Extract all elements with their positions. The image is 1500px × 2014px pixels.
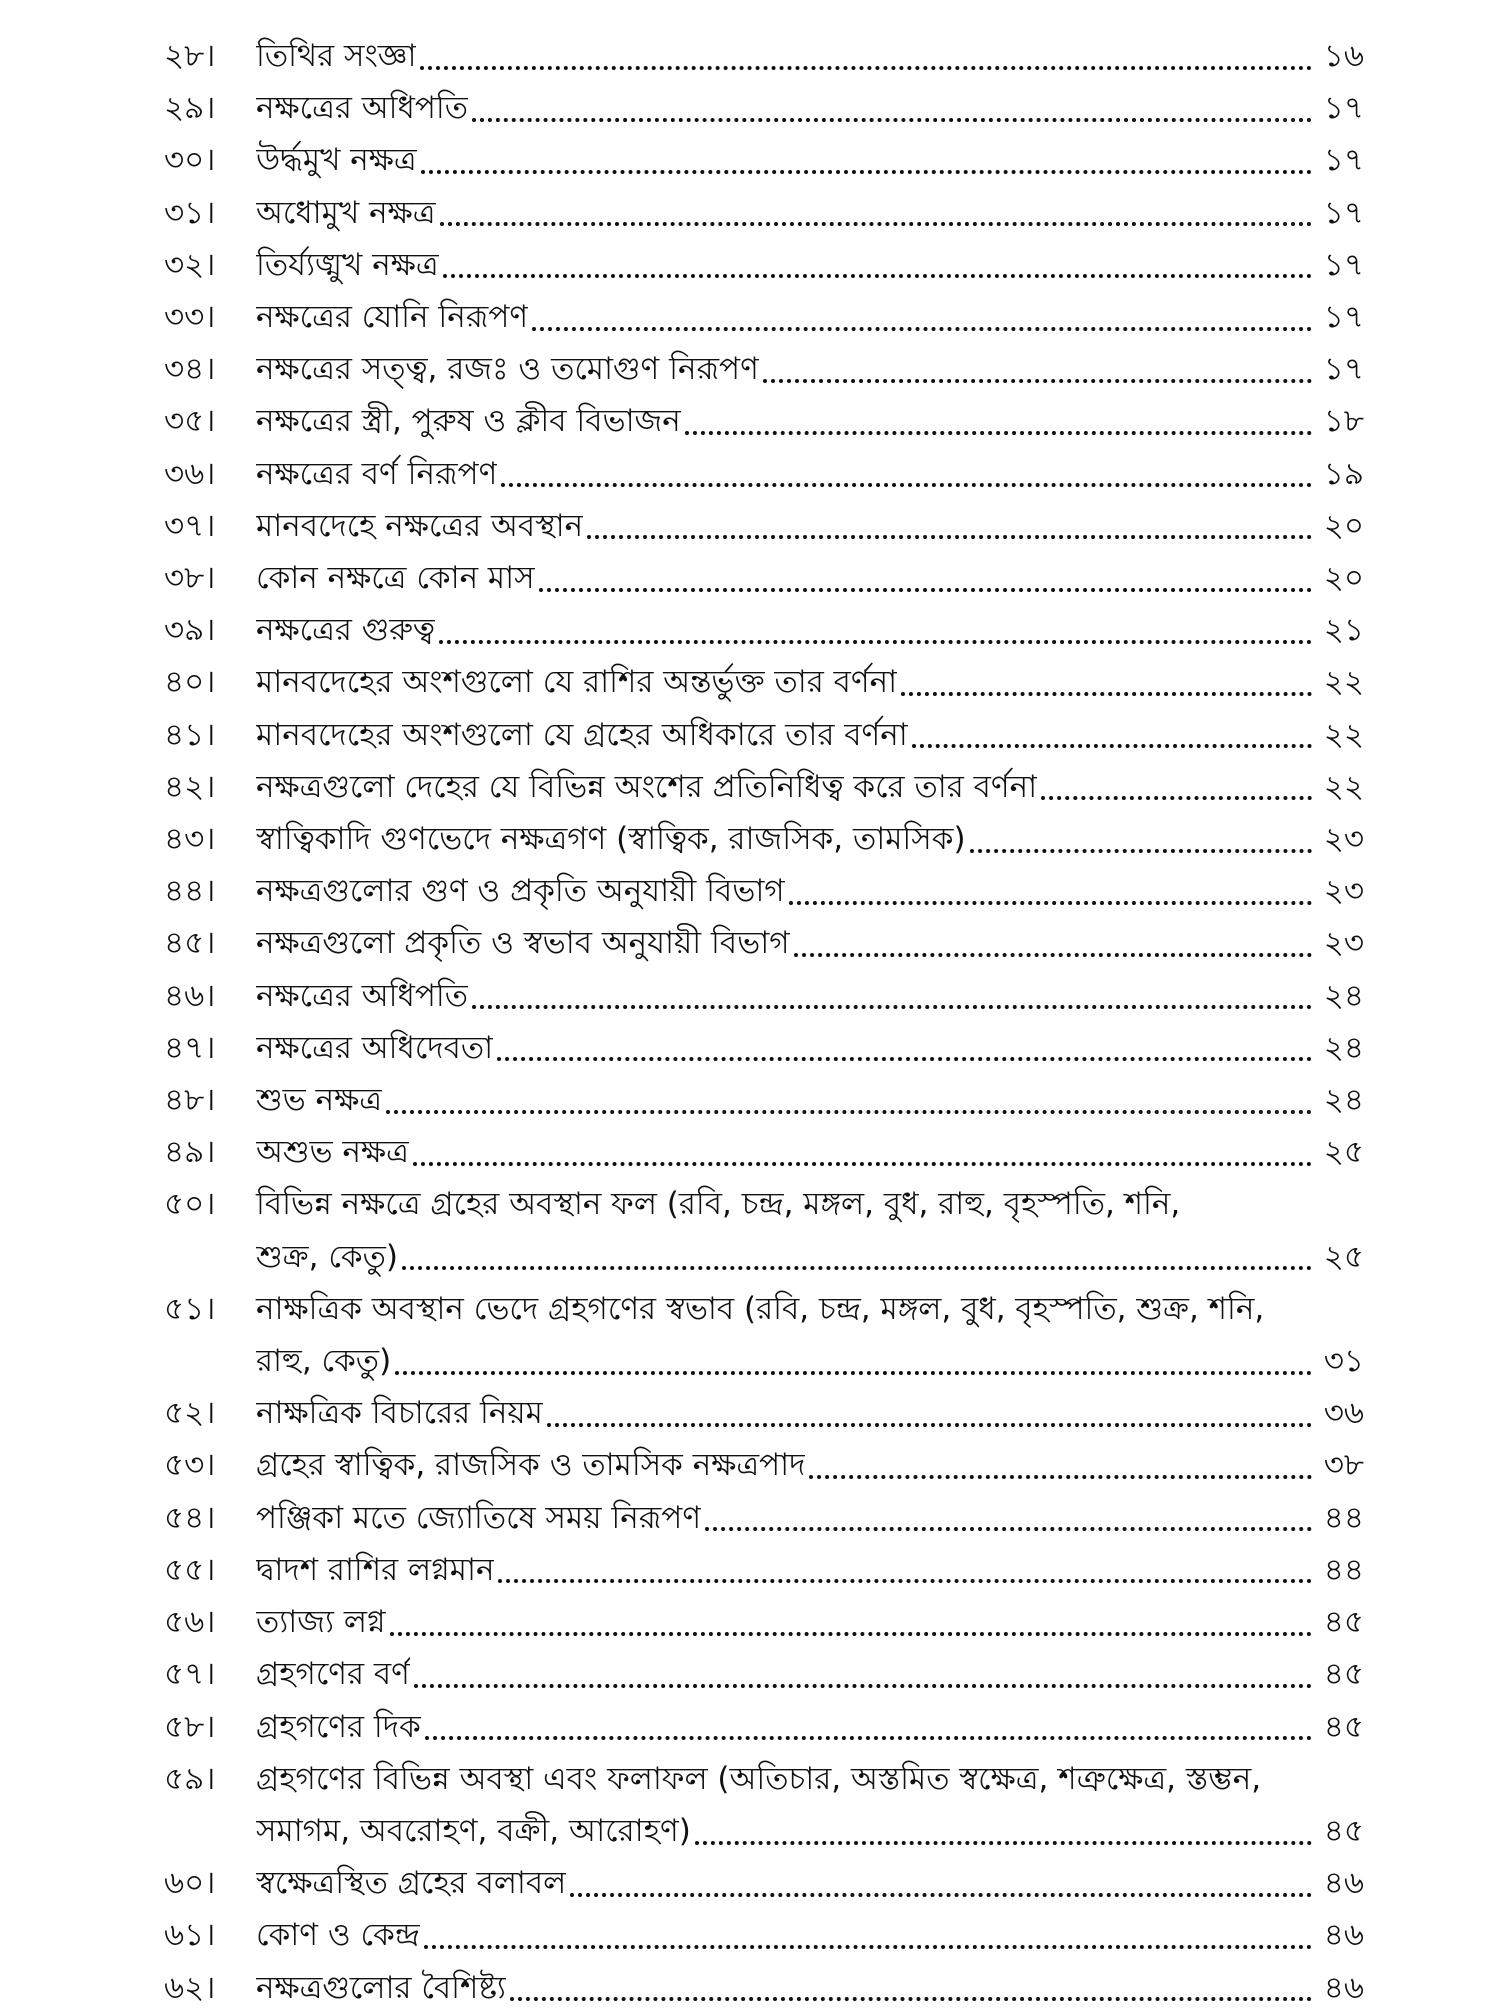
toc-entry-body — [256, 239, 1364, 291]
dot-leader — [414, 1683, 1312, 1688]
toc-entry-number: ৫০। — [164, 1186, 216, 1223]
toc-entry-number: ৩৪। — [164, 351, 216, 388]
toc-entry-body — [256, 1387, 1364, 1439]
toc-entry-body — [256, 1962, 1364, 2014]
toc-entry-title: গ্রহগণের বিভিন্ন অবস্থা এবং ফলাফল (অতিচার, অস্তমিত স্বক্ষেত্র, শত্রুক্ষেত্র, স্তম্ভন, — [256, 1760, 1262, 1797]
toc-entry — [164, 395, 1364, 447]
toc-entry-number: ৩৭। — [164, 507, 216, 544]
toc-entry-number: ৫৭। — [164, 1656, 216, 1693]
toc-entry-title: কোন নক্ষত্রে কোন মাস — [256, 560, 535, 597]
toc-entry-number: ৩৩। — [164, 299, 216, 336]
toc-entry-page: ৩৮ — [1323, 1447, 1364, 1484]
toc-entry-line — [256, 1022, 1364, 1074]
toc-entry-line — [256, 813, 1364, 865]
toc-entry-title: মানবদেহের অংশগুলো যে গ্রহের অধিকারে তার বর্ণনা — [256, 716, 908, 753]
dot-leader — [532, 326, 1312, 331]
toc-entry-page: ১৭ — [1323, 142, 1364, 179]
toc-entry-page: ২১ — [1323, 612, 1364, 649]
dot-leader — [440, 221, 1313, 226]
toc-entry-page: ২৫ — [1323, 1134, 1364, 1171]
toc-entry-title: বিভিন্ন নক্ষত্রে গ্রহের অবস্থান ফল (রবি, চন্দ্র, মঙ্গল, বুধ, রাহু, বৃহস্পতি, শনি, — [256, 1186, 1181, 1223]
toc-entry-page: ১৮ — [1323, 403, 1364, 440]
toc-entry-body — [256, 1857, 1364, 1909]
dot-leader — [501, 482, 1312, 487]
toc-entry — [164, 500, 1364, 552]
toc-entry-number: ৫৬। — [164, 1604, 216, 1641]
toc-entry-title: নক্ষত্রের অধিপতি — [256, 90, 469, 127]
toc-entry — [164, 552, 1364, 604]
toc-entry-number: ৪০। — [164, 664, 216, 701]
toc-entry-page: ২২ — [1323, 768, 1364, 805]
toc-entry-body — [256, 291, 1364, 343]
dot-leader — [587, 534, 1312, 539]
toc-entry — [164, 1648, 1364, 1700]
toc-entry-title: নক্ষত্রের গুরুত্ব — [256, 612, 436, 649]
toc-entry-page: ২৩ — [1323, 925, 1364, 962]
toc-entry-title: নক্ষত্রের অধিদেবতা — [256, 1029, 494, 1066]
toc-entry-body — [256, 1648, 1364, 1700]
dot-leader — [413, 1161, 1312, 1166]
toc-entry-number: ৩০। — [164, 142, 216, 179]
dot-leader — [763, 378, 1312, 383]
toc-entry-line — [256, 970, 1364, 1022]
dot-leader — [472, 1004, 1312, 1009]
toc-entry-page: ১৭ — [1323, 351, 1364, 388]
toc-entry-body — [256, 343, 1364, 395]
toc-entry-page: ৪৬ — [1323, 1969, 1364, 2006]
toc-entry-page: ২৩ — [1323, 821, 1364, 858]
toc-entry-line — [256, 1439, 1364, 1491]
toc-entry — [164, 1909, 1364, 1961]
toc-entry-line — [256, 82, 1364, 134]
toc-entry-page: ২৫ — [1323, 1238, 1364, 1275]
dot-leader — [498, 1578, 1312, 1583]
toc-entry-title: অশুভ নক্ষত্র — [256, 1134, 409, 1171]
toc-entry-body — [256, 1022, 1364, 1074]
toc-entry-page: ১৯ — [1323, 455, 1364, 492]
dot-leader — [547, 1422, 1312, 1427]
toc-entry-title: নক্ষত্রের যোনি নিরূপণ — [256, 299, 529, 336]
toc-entry-body — [256, 970, 1364, 1022]
toc-entry-number: ৪৯। — [164, 1134, 216, 1171]
toc-entry-title: নক্ষত্রগুলোর গুণ ও প্রকৃতি অনুযায়ী বিভাগ — [256, 873, 785, 910]
toc-entry-number: ৩৮। — [164, 560, 216, 597]
dot-leader — [510, 1996, 1312, 2001]
toc-entry-title: কোণ ও কেন্দ্র — [256, 1917, 420, 1954]
toc-list — [164, 30, 1364, 2014]
toc-entry-page: ১৭ — [1323, 90, 1364, 127]
toc-entry-line — [256, 761, 1364, 813]
toc-entry-number: ৪১। — [164, 716, 216, 753]
toc-entry-line — [256, 656, 1364, 708]
toc-entry-line — [256, 500, 1364, 552]
toc-entry-body — [256, 1544, 1364, 1596]
toc-entry — [164, 1701, 1364, 1753]
toc-entry-page: ২২ — [1323, 716, 1364, 753]
toc-entry-page: ১৬ — [1323, 38, 1364, 74]
toc-entry-title: নক্ষত্রের বর্ণ নিরূপণ — [256, 455, 498, 492]
toc-entry-number: ৪৮। — [164, 1082, 216, 1119]
dot-leader — [794, 952, 1312, 957]
dot-leader — [386, 1109, 1312, 1114]
toc-entry-line — [256, 1335, 1364, 1387]
toc-entry-number: ৪৬। — [164, 977, 216, 1014]
toc-entry-body — [256, 1074, 1364, 1126]
toc-entry-number: ৩৬। — [164, 455, 216, 492]
toc-entry-body — [256, 656, 1364, 708]
dot-leader — [497, 1056, 1312, 1061]
toc-entry-line — [256, 239, 1364, 291]
toc-entry-body — [256, 1753, 1364, 1857]
dot-leader — [685, 430, 1312, 435]
toc-entry-page: ২০ — [1323, 560, 1364, 597]
toc-entry — [164, 1596, 1364, 1648]
toc-entry — [164, 448, 1364, 500]
toc-entry-title: উর্দ্ধমুখ নক্ষত্র — [256, 142, 417, 179]
toc-entry-number: ৩২। — [164, 246, 216, 283]
toc-entry — [164, 82, 1364, 134]
toc-entry-line — [256, 709, 1364, 761]
toc-entry-page: ৪৫ — [1323, 1656, 1364, 1693]
toc-entry-title: অধোমুখ নক্ষত্র — [256, 194, 436, 231]
toc-entry-number: ৬০। — [164, 1865, 216, 1902]
dot-leader — [443, 273, 1312, 278]
toc-entry — [164, 1283, 1364, 1387]
toc-entry-body — [256, 761, 1364, 813]
toc-entry-body — [256, 917, 1364, 969]
toc-entry-line — [256, 1074, 1364, 1126]
toc-entry-page: ২৩ — [1323, 873, 1364, 910]
toc-entry-number: ৬২। — [164, 1969, 216, 2006]
toc-entry-title: মানবদেহের অংশগুলো যে রাশির অন্তর্ভুক্ত তার বর্ণনা — [256, 664, 898, 701]
toc-entry — [164, 343, 1364, 395]
toc-entry-body — [256, 395, 1364, 447]
dot-leader — [421, 169, 1312, 174]
toc-entry-title: নক্ষত্রের সত্ত্ব, রজঃ ও তমোগুণ নিরূপণ — [256, 351, 759, 388]
toc-entry-page: ২২ — [1323, 664, 1364, 701]
toc-entry-body — [256, 30, 1364, 82]
toc-entry-title: তির্য্যঙ্মুখ নক্ষত্র — [256, 246, 439, 283]
toc-entry-line — [256, 1857, 1364, 1909]
toc-entry — [164, 1857, 1364, 1909]
toc-entry-body — [256, 448, 1364, 500]
toc-entry — [164, 1962, 1364, 2014]
toc-entry-number: ৪৫। — [164, 925, 216, 962]
toc-entry-body — [256, 82, 1364, 134]
toc-entry-line — [256, 1648, 1364, 1700]
toc-entry-title: নক্ষত্রগুলো প্রকৃতি ও স্বভাব অনুযায়ী বিভাগ — [256, 925, 790, 962]
toc-entry-number: ৫৩। — [164, 1447, 216, 1484]
dot-leader — [970, 848, 1312, 853]
dot-leader — [789, 900, 1312, 905]
dot-leader — [439, 639, 1312, 644]
dot-leader — [395, 1370, 1312, 1375]
toc-entry-title: নক্ষত্রের স্ত্রী, পুরুষ ও ক্লীব বিভাজন — [256, 403, 681, 440]
toc-entry-line — [256, 291, 1364, 343]
toc-entry-page: ৪৫ — [1323, 1604, 1364, 1641]
toc-entry-body — [256, 1126, 1364, 1178]
toc-entry-line — [256, 1492, 1364, 1544]
toc-entry-title-continued: রাহু, কেতু) — [256, 1343, 392, 1380]
toc-entry-page: ৪৫ — [1323, 1708, 1364, 1745]
toc-entry-page: ৩৬ — [1323, 1395, 1364, 1432]
toc-entry-title-continued: সমাগম, অবরোহণ, বক্রী, আরোহণ) — [256, 1812, 691, 1849]
toc-entry-body — [256, 134, 1364, 186]
toc-entry-body — [256, 865, 1364, 917]
toc-entry-page: ৪৪ — [1323, 1499, 1364, 1536]
toc-entry-number: ৪৩। — [164, 821, 216, 858]
toc-entry-body — [256, 500, 1364, 552]
dot-leader — [1041, 795, 1312, 800]
toc-entry-title: গ্রহগণের দিক — [256, 1708, 421, 1745]
toc-entry-line — [256, 1962, 1364, 2014]
toc-entry-body — [256, 1596, 1364, 1648]
toc-entry-line — [256, 1387, 1364, 1439]
toc-entry-body — [256, 1439, 1364, 1491]
toc-entry-line — [256, 1909, 1364, 1961]
toc-entry — [164, 1022, 1364, 1074]
toc-entry — [164, 761, 1364, 813]
dot-leader — [472, 117, 1312, 122]
toc-entry-body — [256, 1492, 1364, 1544]
toc-entry-page: ১৭ — [1323, 299, 1364, 336]
toc-entry-title: নাক্ষত্রিক বিচারের নিয়ম — [256, 1395, 543, 1432]
toc-entry-page: ২৪ — [1323, 1082, 1364, 1119]
dot-leader — [912, 743, 1312, 748]
toc-entry — [164, 1753, 1364, 1857]
dot-leader — [425, 1735, 1312, 1740]
dot-leader — [424, 1944, 1312, 1949]
toc-entry-page: ২৪ — [1323, 977, 1364, 1014]
dot-leader — [809, 1474, 1312, 1479]
toc-entry — [164, 239, 1364, 291]
toc-entry-body — [256, 187, 1364, 239]
toc-entry — [164, 30, 1364, 82]
toc-entry-body — [256, 552, 1364, 604]
toc-entry — [164, 1387, 1364, 1439]
toc-entry-body — [256, 813, 1364, 865]
toc-entry-page: ২০ — [1323, 507, 1364, 544]
toc-entry-title: গ্রহের স্বাত্বিক, রাজসিক ও তামসিক নক্ষত্রপাদ — [256, 1447, 806, 1484]
dot-leader — [570, 1892, 1312, 1897]
toc-entry — [164, 656, 1364, 708]
toc-entry-title: নক্ষত্রের অধিপতি — [256, 977, 469, 1014]
toc-entry-body — [256, 1283, 1364, 1387]
toc-entry — [164, 865, 1364, 917]
toc-entry-number: ২৮। — [164, 38, 216, 74]
toc-entry-number: ৩১। — [164, 194, 216, 231]
toc-entry — [164, 604, 1364, 656]
toc-entry-page: ৪৫ — [1323, 1812, 1364, 1849]
table-of-contents — [164, 30, 1364, 2014]
toc-entry-title: শুভ নক্ষত্র — [256, 1082, 383, 1119]
toc-entry-body — [256, 1178, 1364, 1282]
toc-entry-page: ১৭ — [1323, 194, 1364, 231]
toc-entry-page: ২৪ — [1323, 1029, 1364, 1066]
toc-entry — [164, 1126, 1364, 1178]
toc-entry-line — [256, 343, 1364, 395]
toc-entry-title: নাক্ষত্রিক অবস্থান ভেদে গ্রহগণের স্বভাব (রবি, চন্দ্র, মঙ্গল, বুধ, বৃহস্পতি, শুক্র, শনি, — [256, 1290, 1265, 1327]
toc-entry-page: ৪৬ — [1323, 1917, 1364, 1954]
toc-entry-title: নক্ষত্রগুলোর বৈশিষ্ট্য — [256, 1969, 506, 2006]
toc-entry-number: ৪২। — [164, 768, 216, 805]
toc-entry-title: ত্যাজ্য লগ্ন — [256, 1604, 386, 1641]
toc-entry-line — [256, 1701, 1364, 1753]
toc-entry-title: স্বক্ষেত্রস্থিত গ্রহের বলাবল — [256, 1865, 567, 1902]
toc-entry — [164, 1492, 1364, 1544]
toc-entry-number: ৫২। — [164, 1395, 216, 1432]
toc-entry — [164, 917, 1364, 969]
toc-entry-line — [256, 1231, 1364, 1283]
toc-entry-page: ৪৬ — [1323, 1865, 1364, 1902]
toc-entry — [164, 1074, 1364, 1126]
toc-entry-page: ৩১ — [1323, 1343, 1364, 1380]
toc-entry-number: ৫১। — [164, 1290, 216, 1327]
toc-entry-title: মানবদেহে নক্ষত্রের অবস্থান — [256, 507, 584, 544]
toc-entry-line — [256, 448, 1364, 500]
toc-entry-page: ৪৪ — [1323, 1551, 1364, 1588]
toc-entry-number: ২৯। — [164, 90, 216, 127]
toc-entry — [164, 134, 1364, 186]
toc-entry-line — [256, 865, 1364, 917]
toc-entry-line — [256, 917, 1364, 969]
toc-entry-line — [256, 1126, 1364, 1178]
toc-entry — [164, 709, 1364, 761]
toc-entry-number: ৫৮। — [164, 1708, 216, 1745]
toc-entry — [164, 970, 1364, 1022]
toc-entry-body — [256, 604, 1364, 656]
dot-leader — [539, 587, 1312, 592]
toc-entry-title: স্বাত্বিকাদি গুণভেদে নক্ষত্রগণ (স্বাত্বিক, রাজসিক, তামসিক) — [256, 821, 966, 858]
toc-entry — [164, 1178, 1364, 1282]
toc-entry — [164, 813, 1364, 865]
dot-leader — [402, 1265, 1312, 1270]
toc-entry-number: ৬১। — [164, 1917, 216, 1954]
toc-entry-body — [256, 709, 1364, 761]
dot-leader — [705, 1526, 1312, 1531]
dot-leader — [901, 691, 1312, 696]
toc-entry-title: তিথির সংজ্ঞা — [256, 38, 417, 74]
toc-entry-body — [256, 1909, 1364, 1961]
toc-entry-title: নক্ষত্রগুলো দেহের যে বিভিন্ন অংশের প্রতিনিধিত্ব করে তার বর্ণনা — [256, 768, 1038, 805]
toc-entry-title-continued: শুক্র, কেতু) — [256, 1238, 398, 1275]
toc-entry-title: গ্রহগণের বর্ণ — [256, 1656, 410, 1693]
toc-entry-number: ৫৪। — [164, 1499, 216, 1536]
toc-entry-number: ৪৪। — [164, 873, 216, 910]
dot-leader — [695, 1840, 1312, 1845]
toc-entry — [164, 187, 1364, 239]
toc-entry-line — [256, 1805, 1364, 1857]
dot-leader — [390, 1631, 1312, 1636]
toc-entry-title: দ্বাদশ রাশির লগ্নমান — [256, 1551, 495, 1588]
toc-entry-line — [256, 1596, 1364, 1648]
toc-entry-number: ৩৯। — [164, 612, 216, 649]
toc-entry-number: ৪৭। — [164, 1029, 216, 1066]
toc-entry-line — [256, 187, 1364, 239]
toc-entry — [164, 1544, 1364, 1596]
toc-entry — [164, 291, 1364, 343]
toc-entry-title: পঞ্জিকা মতে জ্যোতিষে সময় নিরূপণ — [256, 1499, 702, 1536]
toc-entry-number: ৩৫। — [164, 403, 216, 440]
toc-entry-page: ১৭ — [1323, 246, 1364, 283]
toc-entry-line — [256, 134, 1364, 186]
toc-entry-number: ৫৯। — [164, 1760, 216, 1797]
toc-entry-line — [256, 552, 1364, 604]
toc-entry-line — [256, 1544, 1364, 1596]
toc-entry-line — [256, 604, 1364, 656]
dot-leader — [420, 65, 1312, 70]
toc-entry — [164, 1439, 1364, 1491]
toc-entry-number: ৫৫। — [164, 1551, 216, 1588]
toc-entry-body — [256, 1701, 1364, 1753]
toc-entry-line — [256, 30, 1364, 82]
toc-entry-line — [256, 395, 1364, 447]
